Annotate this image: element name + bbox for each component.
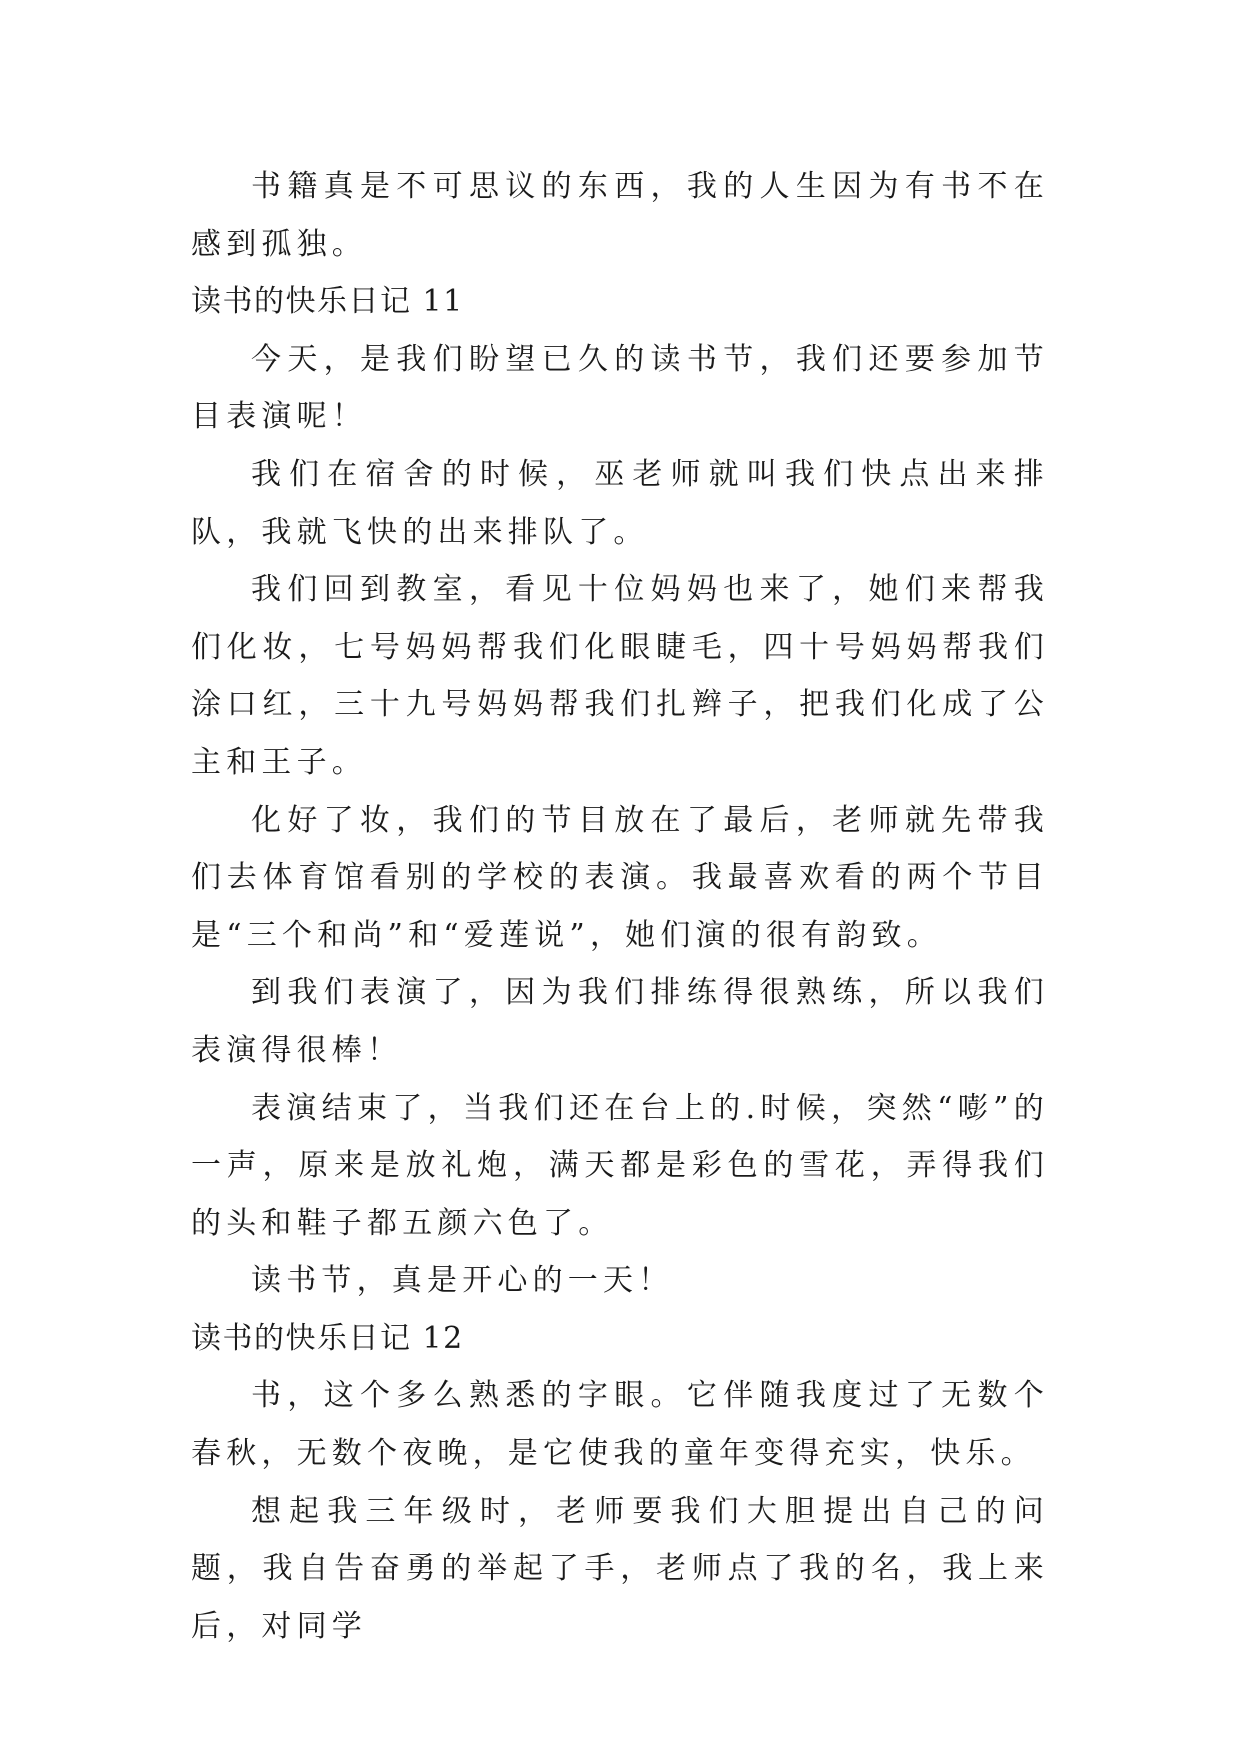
paragraph: 想起我三年级时，老师要我们大胆提出自己的问题，我自告奋勇的举起了手，老师点了我的名，我上来后，对同学 bbox=[191, 1493, 1049, 1644]
paragraph: 读书节，真是开心的一天！ bbox=[251, 1263, 674, 1299]
paragraph: 到我们表演了，因为我们排练得很熟练，所以我们表演得很棒！ bbox=[191, 975, 1049, 1068]
paragraph: 表演结束了，当我们还在台上的.时候，突然“嘭”的一声，原来是放礼炮，满天都是彩色的雪花，弄得我们的头和鞋子都五颜六色了。 bbox=[191, 1090, 1049, 1241]
paragraph: 我们在宿舍的时候，巫老师就叫我们快点出来排队，我就飞快的出来排队了。 bbox=[191, 456, 1049, 550]
section-heading-11: 读书的快乐日记 11 bbox=[191, 284, 464, 320]
paragraph: 我们回到教室，看见十位妈妈也来了，她们来帮我们化妆，七号妈妈帮我们化眼睫毛，四十号妈妈帮我们涂口红，三十九号妈妈帮我们扎辫子，把我们化成了公主和王子。 bbox=[191, 572, 1049, 780]
document-body bbox=[191, 158, 1049, 1655]
paragraph: 今天，是我们盼望已久的读书节，我们还要参加节目表演呢！ bbox=[191, 341, 1049, 435]
section-heading-12: 读书的快乐日记 12 bbox=[191, 1320, 464, 1356]
paragraph: 化好了妆，我们的节目放在了最后，老师就先带我们去体育馆看别的学校的表演。我最喜欢看的两个节目是“三个和尚”和“爱莲说”，她们演的很有韵致。 bbox=[191, 802, 1049, 953]
paragraph: 书，这个多么熟悉的字眼。它伴随我度过了无数个春秋，无数个夜晚，是它使我的童年变得充实，快乐。 bbox=[191, 1378, 1049, 1472]
paragraph: 书籍真是不可思议的东西，我的人生因为有书不在感到孤独。 bbox=[191, 169, 1049, 262]
